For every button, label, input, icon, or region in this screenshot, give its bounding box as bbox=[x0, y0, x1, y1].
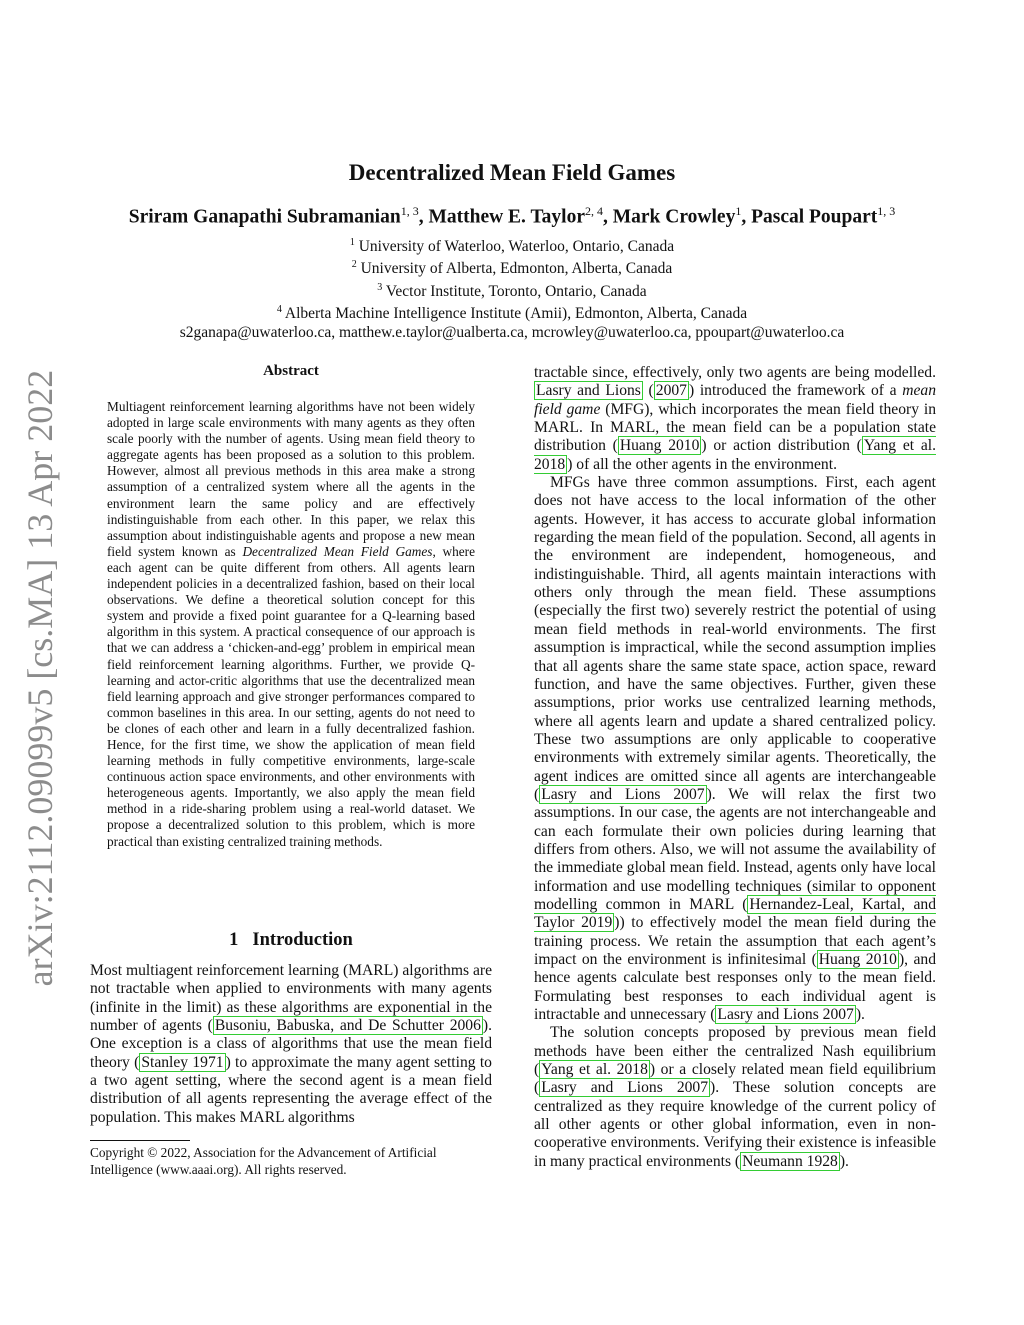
citation-link[interactable]: Lasry and Lions 2007 bbox=[717, 1006, 854, 1024]
citation-link[interactable]: Yang et al. 2018 bbox=[541, 1061, 648, 1079]
author-name: Pascal Poupart bbox=[751, 206, 878, 228]
author-name: Matthew E. Taylor bbox=[428, 206, 585, 228]
citation-link[interactable]: Lasry and Lions 2007 bbox=[541, 1079, 709, 1097]
affil-number: 3 bbox=[377, 281, 383, 293]
emphasis: mean field game bbox=[534, 382, 937, 418]
affiliation: Vector Institute, Toronto, Ontario, Canada bbox=[385, 283, 647, 301]
citation-link[interactable]: Huang 2010 bbox=[818, 951, 897, 968]
paragraph: The solution concepts proposed by previous mean field methods have been either the centralized Nash equilibrium ( Yang et al. 2018 ) or a closely related mean field equilibrium ( Lasry and Lions 2007 ). These solution concepts are centralized as they require knowledge of the current policy of all other agents or other global information, even in non-cooperative environments. Verifying their existence is infeasible in many practical environments ( Neumann 1928 ). bbox=[534, 1024, 936, 1170]
affiliation: University of Waterloo, Waterloo, Ontario, Canada bbox=[358, 238, 675, 256]
author-emails: s2ganapa@uwaterloo.ca, matthew.e.taylor@ualberta.ca, mcrowley@uwaterloo.ca, ppoupart@uwaterloo.ca bbox=[179, 323, 845, 341]
affil-number: 4 bbox=[276, 304, 282, 316]
paragraph: MFGs have three common assumptions. First, each agent does not have access to the local information of the other agents. However, it has access to accurate global information regarding the mean field of the population. Second, all agents in the environment are independent, homogeneous, and indistinguishable. Third, all agents maintain interactions with others only through the mean field. These assumptions (especially the first two) severely restrict the potential of using mean field methods in real-world environments. The first assumption is impractical, while the second assumption implies that all agents share the same state space, action space, reward function, and have the same objectives. Further, given these assumptions, prior works use centralized learning methods, where all agents learn and update a shared centralized policy. These two assumptions are only applicable to cooperative environments with extremely similar agents. Theoretically, the agent indices are omitted since all agents are interchangeable ( Lasry and Lions 2007 ). We will relax the first two assumptions. In our case, the agents are not interchangeable and can each formulate their own policies during learning that differs from others. Also, we will not assume the availability of the immediate global mean field. Instead, agents only have local information and use modelling techniques (similar to opponent modelling common in MARL ( Hernandez-Leal, Kartal, and Taylor 2019 )) to effectively model the mean field during the training process. We retain the assumption that each agent’s impact on the environment is infinitesimal ( Huang 2010 ), and hence agents calculate best responses only to the mean field. Formulating best responses to each individual agent is intractable and unnecessary ( Lasry and Lions 2007 ). bbox=[534, 474, 937, 1024]
section-number: 1 bbox=[229, 930, 239, 950]
citation-link[interactable]: Hernandez-Leal, Kartal, and Taylor 2019 bbox=[534, 895, 936, 932]
author-affil: 1, 3 bbox=[400, 204, 419, 218]
citation-link[interactable]: Neumann 1928 bbox=[742, 1152, 838, 1170]
author-affil: 1 bbox=[735, 204, 742, 218]
affil-number: 2 bbox=[351, 259, 357, 271]
author-affil: 2, 4 bbox=[585, 204, 603, 218]
abstract-body bbox=[107, 399, 475, 850]
abstract-heading: Abstract bbox=[263, 363, 319, 379]
arxiv-identifier: arXiv:2112.09099v5 [cs.MA] 13 Apr 2022 bbox=[20, 369, 60, 987]
citation-link[interactable]: Busoniu, Babuska, and De Schutter 2006 bbox=[214, 1017, 481, 1035]
paragraph: Most multiagent reinforcement learning (MARL) algorithms are not tractable when applied to environments with many agents (infinite in the limit) as these algorithms are exponential in the number of agents ( Busoniu, Babuska, and De Schutter 2006 ). One exception is a class of algorithms that use the mean field theory ( Stanley 1971 ) to approximate the many agent setting to a two agent setting, where the second agent is a mean field distribution of all agents representing the average effect of the population. This makes MARL algorithms bbox=[90, 962, 492, 1126]
citation-link[interactable]: Lasry and Lions 2007 bbox=[541, 785, 705, 803]
citation-link[interactable]: Yang et al. 2018 bbox=[534, 437, 937, 473]
paper-title: Decentralized Mean Field Games bbox=[348, 160, 676, 185]
abstract-text: Multiagent reinforcement learning algorithms have not been widely adopted in large scale environments with many agents as they often scale poorly with the number of agents. Using mean field theory to aggregate agents has been proposed as a solution to this problem. However, almost all previous methods in this area make a strong assumption of a centralized system where all the agents in the environment learn the same policy and are effectively indistinguishable from each other. In this paper, we relax this assumption about indistinguishable agents and propose a new mean field system known as bbox=[107, 399, 475, 559]
section-title: Introduction bbox=[252, 930, 353, 950]
author-name: Mark Crowley bbox=[612, 206, 736, 228]
affiliation: Alberta Machine Intelligence Institute (Amii), Edmonton, Alberta, Canada bbox=[284, 305, 748, 323]
right-column bbox=[534, 364, 936, 1171]
intro-column bbox=[90, 962, 492, 1127]
affiliation: University of Alberta, Edmonton, Alberta, Canada bbox=[360, 260, 673, 278]
footnote-rule bbox=[90, 1140, 190, 1141]
citation-link[interactable]: Lasry and Lions bbox=[536, 382, 641, 400]
copyright-footnote: Copyright © 2022, Association for the Advancement of Artificial Intelligence (www.aaai.org). All rights reserved. bbox=[90, 1145, 437, 1177]
citation-link[interactable]: 2007 bbox=[655, 382, 687, 400]
affil-number: 1 bbox=[349, 237, 355, 248]
paragraph: tractable since, effectively, only two agents are being modelled. Lasry and Lions ( 2007 ) introduced the framework of a mean field game (MFG), which incorporates the mean field theory in MARL. In MARL, the mean field can be a population state distribution ( Huang 2010 ) or action distribution ( Yang et al. 2018 ) of all the other agents in the environment. bbox=[534, 364, 937, 473]
author-name: Sriram Ganapathi Subramanian bbox=[128, 206, 401, 228]
citation-link[interactable]: Huang 2010 bbox=[619, 437, 700, 455]
citation-link[interactable]: Stanley 1971 bbox=[141, 1053, 224, 1071]
abstract-emphasis: Decentralized Mean Field Games bbox=[242, 543, 433, 559]
author-list: Sriram Ganapathi Subramanian$^{1, 3}$, Matthew E. Taylor$^{2, 4}$, Mark Crowley$^1$, Pascal Poupart$^{1, 3}$ bbox=[128, 204, 896, 228]
author-affil: 1, 3 bbox=[877, 204, 896, 218]
section-heading bbox=[90, 930, 492, 951]
affiliations bbox=[0, 234, 1024, 342]
abstract-text: , where each agent can be quite different from others. All agents learn independent policies in a decentralized fashion, based on their local observations. We define a theoretical solution concept for this system and provide a fixed point guarantee for a Q-learning based algorithm in this system. A practical consequence of our approach is that we can address a ‘chicken-and-egg’ problem in empirical mean field reinforcement learning algorithms. Further, we provide Q-learning and actor-critic algorithms that use the decentralized mean field learning approach and give stronger performances compared to common baselines in this area. In our setting, agents do not need to be clones of each other and learn in a fully decentralized fashion. Hence, for the first time, we show the application of mean field learning methods in fully competitive environments, large-scale continuous action space environments, and other environments with heterogeneous agents. Importantly, we also apply the mean field method in a ride-sharing problem using a real-world dataset. We propose a decentralized solution to this problem, which is more practical than existing centralized training methods. bbox=[107, 543, 475, 849]
